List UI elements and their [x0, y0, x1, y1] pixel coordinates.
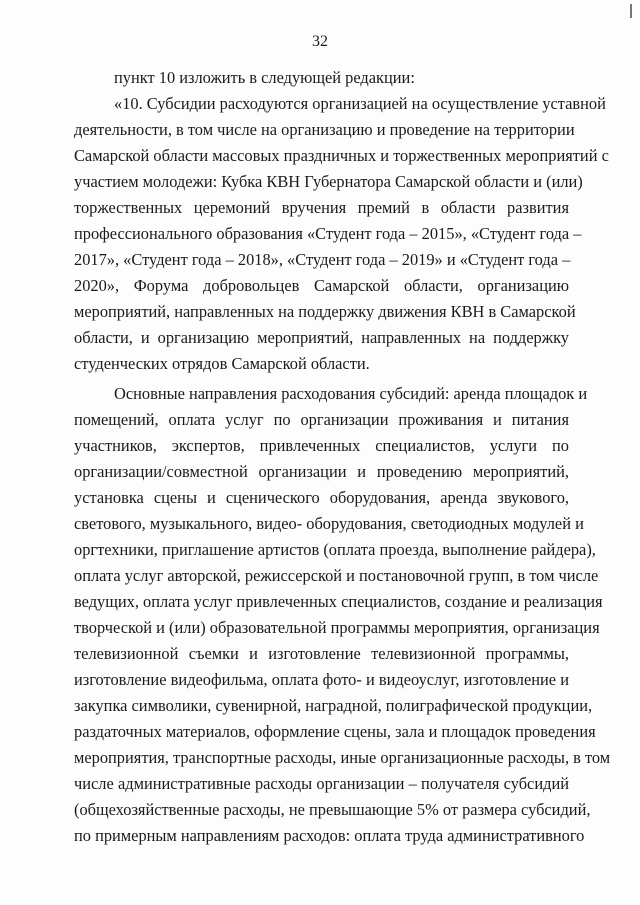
text-line: светового, музыкального, видео- оборудования, светодиодных модулей и	[74, 514, 584, 533]
text-line: помещений, оплата услуг по организации проживания и питания	[74, 410, 569, 429]
text-line: по примерным направлениям расходов: оплата труда административного	[74, 826, 585, 845]
text-line: области, и организацию мероприятий, направленных на поддержку	[74, 328, 569, 347]
page-number: 32	[312, 33, 328, 50]
text-line: ведущих, оплата услуг привлеченных специалистов, создание и реализация	[74, 592, 603, 611]
text-line: 2017», «Студент года – 2018», «Студент года – 2019» и «Студент года –	[74, 250, 571, 269]
text-line: пункт 10 изложить в следующей редакции:	[114, 68, 415, 87]
text-line: оплата услуг авторской, режиссерской и постановочной групп, в том числе	[74, 566, 599, 585]
text-line: профессионального образования «Студент года – 2015», «Студент года –	[74, 224, 582, 243]
text-line: творческой и (или) образовательной программы мероприятия, организация	[74, 618, 600, 637]
scan-corner-mark	[630, 4, 632, 18]
text-line: деятельности, в том числе на организацию и проведение на территории	[74, 120, 575, 139]
text-line: установка сцены и сценического оборудования, аренда звукового,	[74, 488, 569, 507]
text-line: телевизионной съемки и изготовление телевизионной программы,	[74, 644, 569, 663]
text-line: раздаточных материалов, оформление сцены, зала и площадок проведения	[74, 722, 596, 741]
text-line: организации/совместной организации и проведению мероприятий,	[74, 462, 569, 481]
text-line: оргтехники, приглашение артистов (оплата проезда, выполнение райдера),	[74, 540, 596, 559]
text-line: Самарской области массовых праздничных и торжественных мероприятий с	[74, 146, 609, 165]
text-line: участием молодежи: Кубка КВН Губернатора Самарской области и (или)	[74, 172, 583, 191]
text-line: «10. Субсидии расходуются организацией на осуществление уставной	[114, 94, 606, 113]
text-line: студенческих отрядов Самарской области.	[74, 354, 370, 373]
text-line: числе административные расходы организации – получателя субсидий	[74, 774, 569, 793]
text-line: закупка символики, сувенирной, наградной, полиграфической продукции,	[74, 696, 593, 715]
text-line: мероприятий, направленных на поддержку движения КВН в Самарской	[74, 302, 576, 321]
text-line: торжественных церемоний вручения премий в области развития	[74, 198, 569, 217]
text-line: 2020», Форума добровольцев Самарской области, организацию	[74, 276, 569, 295]
text-line: изготовление видеофильма, оплата фото- и видеоуслуг, изготовление и	[74, 670, 569, 689]
text-line: (общехозяйственные расходы, не превышающие 5% от размера субсидий,	[74, 800, 591, 819]
text-line: Основные направления расходования субсидий: аренда площадок и	[114, 384, 588, 403]
text-line: участников, экспертов, привлеченных специалистов, услуги по	[74, 436, 569, 455]
text-line: мероприятия, транспортные расходы, иные организационные расходы, в том	[74, 748, 611, 767]
